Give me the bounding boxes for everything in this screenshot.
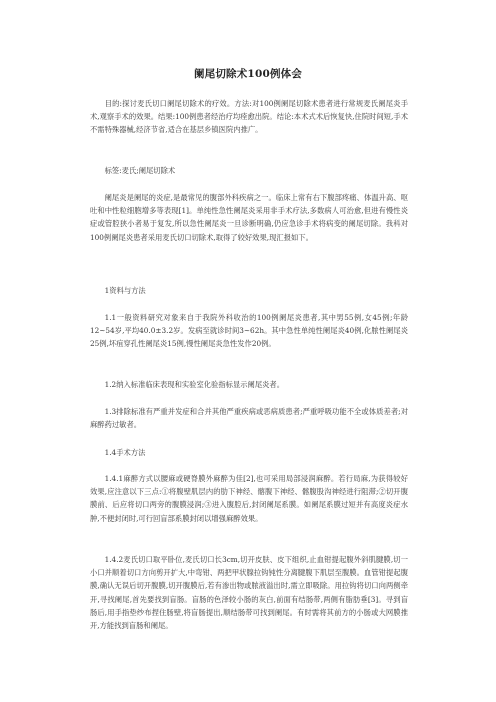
section-heading: 1资料与方法 bbox=[104, 286, 146, 295]
inclusion-criteria-paragraph: 1.2纳入标准临床表现和实验室化验指标显示阑尾炎者。 bbox=[104, 380, 285, 389]
keywords-paragraph: 标签:麦氏;阑尾切除术 bbox=[104, 166, 176, 175]
general-data-paragraph: 1.1一般资料研究对象来自于我院外科收治的100例阑尾炎患者,其中男55例,女45例;年龄12~54岁,平均40.0±3.2岁。发病至就诊时间3~62h。其中急性单纯性阑尾炎40例,化脓性阑尾炎25例,坏疽穿孔性阑尾炎15例,慢性阑尾炎急性发作20例。 bbox=[90, 313, 408, 349]
document-title: 阑尾切除术100例体会 bbox=[193, 68, 303, 80]
exclusion-criteria-paragraph: 1.3排除标准有严重并发症和合并其他严重疾病或恶病质患者;严重呼吸功能不全或体质差者;对麻醉药过敏者。 bbox=[90, 407, 408, 430]
incision-paragraph: 1.4.2麦氏切口取平卧位,麦氏切口长3cm,切开皮肤、皮下组织,止血钳提起腹外斜肌腱膜,切一小口并顺着切口方向剪开扩大,中弯钳、两把甲状腺拉钩钝性分离腱腹下肌层至腹膜。血管钳提起腹膜,确认无误后切开腹膜,切开腹膜后,若有渗出物或脓液溢出时,需立即吸除。用拉钩将切口向两侧牵开,寻找阑尾,首先要找到盲肠。盲肠的色泽较小肠的灰白,前面有结肠带,两侧有脂肪垂[3]。寻到盲肠后,用手指垫纱布捏住肠壁,将盲肠提出,顺结肠带可找到阑尾。有时需将其前方的小肠或大网膜推开,方能找到盲肠和阑尾。 bbox=[90, 555, 408, 631]
anesthesia-paragraph: 1.4.1麻醉方式以腰麻或硬脊膜外麻醉为佳[2],也可采用局部浸润麻醉。若行局麻,为获得较好效果,应注意以下三点:①将腹壁肌层内的肋下神经、髂腹下神经、髂腹股沟神经进行阻滞;②切开腹膜前、后应将切口两旁的腹膜浸润;③进入腹腔后,封闭阑尾系膜。如阑尾系膜过短并有高度炎症水肿,不便封闭时,可行回盲部系膜封闭以增强麻醉效果。 bbox=[90, 474, 408, 523]
intro-paragraph: 阑尾炎是阑尾的炎症,是最常见的腹部外科疾病之一。临床上常有右下腹部疼痛、体温升高、呕吐和中性粒细胞增多等表现[1]。单纯性急性阑尾炎采用非手术疗法,多数病人可治愈,但进有慢性炎症或管腔狭小者易于复发,所以急性阑尾炎一旦诊断明确,仍应急诊手术将病变的阑尾切除。我科对100例阑尾炎患者采用麦氏切口切除术,取得了较好效果,现汇报如下。 bbox=[90, 193, 408, 242]
subsection-heading: 1.4手术方法 bbox=[104, 448, 146, 457]
abstract-paragraph: 目的:探讨麦氏切口阑尾切除术的疗效。方法:对100例阑尾切除术患者进行常规麦氏阑尾炎手术,观察手术的效果。结果:100例患者经治疗均痊愈出院。结论:本术式术后恢复快,住院时间短,手术不需特殊器械,经济节省,适合在基层乡镇医院内推广。 bbox=[90, 99, 408, 135]
